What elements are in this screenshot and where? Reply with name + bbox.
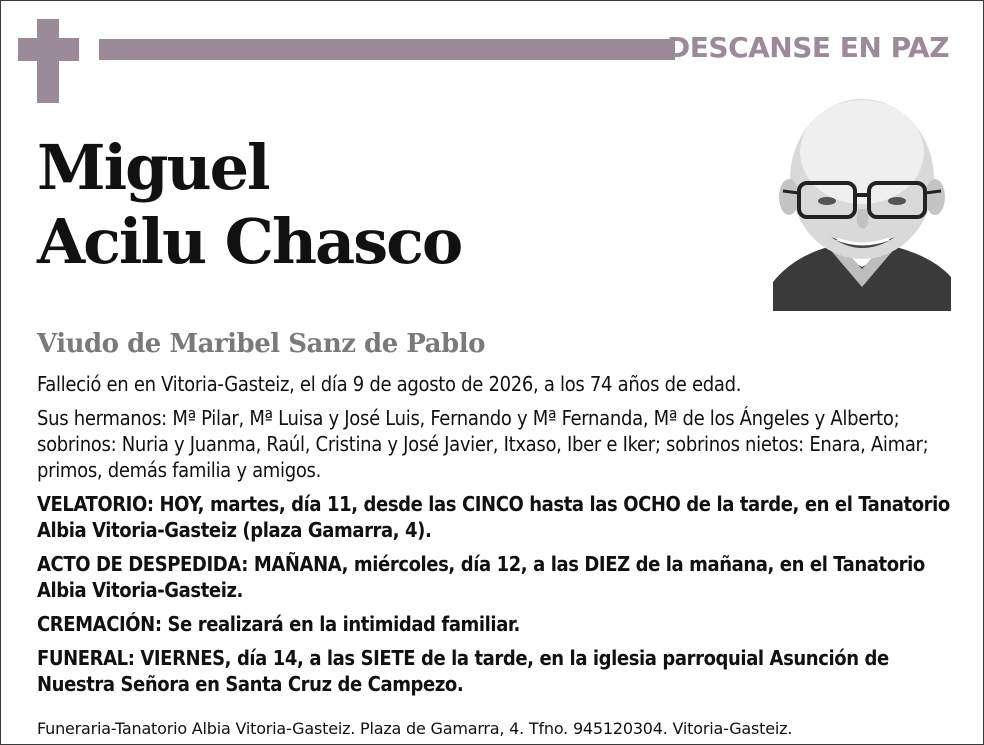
header-bar xyxy=(99,39,675,60)
last-names: Acilu Chasco xyxy=(37,205,462,278)
wake-info: VELATORIO: HOY, martes, día 11, desde las CINCO hasta las OCHO de la tarde, en el Tanatorio Albia Vitoria-Gasteiz (plaza Gamarra, 4). xyxy=(37,492,950,542)
family-list: Sus hermanos: Mª Pilar, Mª Luisa y José Luis, Fernando y Mª Fernanda, Mª de los Ángeles y Alberto; sobrinos: Nuria y Juanma, Raúl, Cristina y José Javier, Itxaso, Iber e Iker; sobrinos nietos: Enara, Aimar; primos, demás familia y amigos. xyxy=(37,406,929,482)
deceased-name xyxy=(37,131,461,279)
cross-icon xyxy=(37,19,59,103)
portrait-photo xyxy=(773,97,951,311)
cremation-info: CREMACIÓN: Se realizará en la intimidad familiar. xyxy=(37,612,520,636)
rip-label: DESCANSE EN PAZ xyxy=(667,31,949,64)
cross-icon-crossbar xyxy=(18,38,79,61)
notice-body xyxy=(37,371,957,705)
death-notice: Falleció en en Vitoria-Gasteiz, el día 9 de agosto de 2026, a los 74 años de edad. xyxy=(37,372,742,396)
widower-of: Viudo de Maribel Sanz de Pablo xyxy=(37,329,485,359)
funeral-home-footer: Funeraria-Tanatorio Albia Vitoria-Gasteiz. Plaza de Gamarra, 4. Tfno. 945120304. Vitoria-Gasteiz. xyxy=(37,719,793,738)
funeral-info: FUNERAL: VIERNES, día 14, a las SIETE de la tarde, en la iglesia parroquial Asunción de Nuestra Señora en Santa Cruz de Campezo. xyxy=(37,646,889,696)
first-name: Miguel xyxy=(37,131,269,204)
farewell-info: ACTO DE DESPEDIDA: MAÑANA, miércoles, día 12, a las DIEZ de la mañana, en el Tanatorio Albia Vitoria-Gasteiz. xyxy=(37,552,925,602)
portrait-illustration xyxy=(773,97,951,311)
